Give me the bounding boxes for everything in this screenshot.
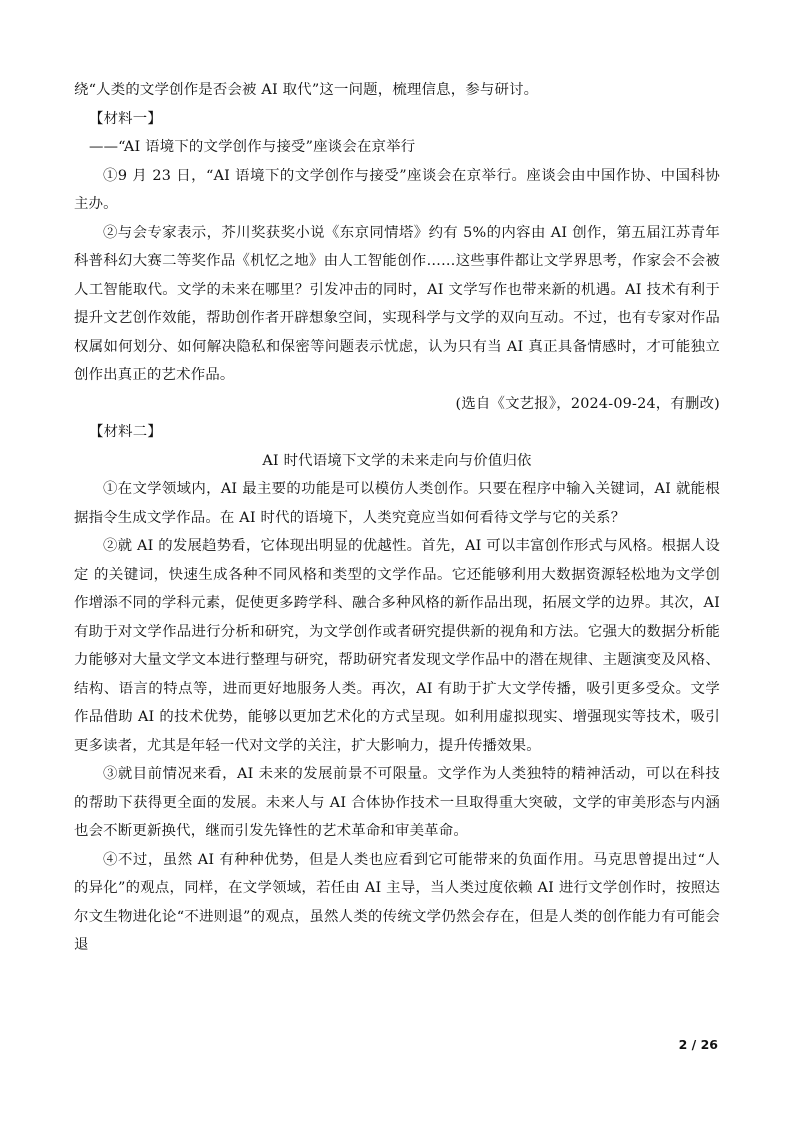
material1-paragraph-2: ②与会专家表示，芥川奖获奖小说《东京同情塔》约有 5%的内容由 AI 创作，第五届江苏青年科普科幻大赛二等奖作品《机忆之地》由人工智能创作……这些事件都让文学界思考，作家会不会被人工智能取代。文学的未来在哪里？引发冲击的同时，AI 文学写作也带来新的机遇。AI 技术有利于提升文艺创作效能，帮助创作者开辟想象空间，实现科学与文学的双向互动。不过，也有专家对作品权属如何划分、如何解决隐私和保密等问题表示忧虑，认为只有当 AI 真正具备情感时，才可能独立创作出真正的艺术作品。	[74, 224, 720, 383]
material1-paragraph-1: ①9 月 23 日，“AI 语境下的文学创作与接受”座谈会在京举行。座谈会由中国作协、中国科协主办。	[74, 167, 720, 212]
material2-paragraph-1: ①在文学领域内，AI 最主要的功能是可以模仿人类创作。只要在程序中输入关键词，AI 就能根据指令生成文学作品。在 AI 时代的语境下，人类究竟应当如何看待文学与它的关系？	[74, 481, 720, 526]
material2-heading: 【材料二】	[89, 424, 162, 440]
material1-heading: 【材料一】	[89, 110, 162, 127]
intro-line: 绕“人类的文学创作是否会被 AI 取代”这一问题，梳理信息，参与研讨。	[74, 82, 539, 98]
material1-source: (选自《文艺报》，2024-09-24，有删改)	[455, 395, 720, 412]
material2-paragraph-4: ④不过，虽然 AI 有种种优势，但是人类也应看到它可能带来的负面作用。马克思曾提出过“人的异化”的观点，同样，在文学领域，若任由 AI 主导，当人类过度依赖 AI 进行文学创作时，按照达尔文生物进化论“不进则退”的观点，虽然人类的传统文学仍然会存在，但是人类的创作能力有可能会退	[74, 851, 720, 953]
material2-title: AI 时代语境下文学的未来走向与价值归依	[262, 452, 532, 469]
material2-paragraph-3: ③就目前情况来看，AI 未来的发展前景不可限量。文学作为人类独特的精神活动，可以在科技的帮助下获得更全面的发展。未来人与 AI 合体协作技术一旦取得重大突破，文学的审美形态与内涵也会不断更新换代，继而引发先锋性的艺术革命和审美革命。	[74, 766, 720, 839]
material2-paragraph-2: ②就 AI 的发展趋势看，它体现出明显的优越性。首先，AI 可以丰富创作形式与风格。根据人设定 的关键词，快速生成各种不同风格和类型的文学作品。它还能够利用大数据资源轻松地为文学创作增添不同的学科元素，促使更多跨学科、融合多种风格的新作品出现，拓展文学的边界。其次，AI 有助于对文学作品进行分析和研究，为文学创作或者研究提供新的视角和方法。它强大的数据分析能力能够对大量文学文本进行整理与研究，帮助研究者发现文学作品中的潜在规律、主题演变及风格、结构、语言的特点等，进而更好地服务人类。再次，AI 有助于扩大文学传播，吸引更多受众。文学作品借助 AI 的技术优势，能够以更加艺术化的方式呈现。如利用虚拟现实、增强现实等技术，吸引更多读者，尤其是年轻一代对文学的关注，扩大影响力，提升传播效果。	[74, 538, 720, 754]
document-body	[74, 76, 720, 960]
page-number: 2 / 26	[678, 1037, 718, 1052]
material1-subtitle: ——“AI 语境下的文学创作与接受”座谈会在京举行	[89, 139, 416, 155]
